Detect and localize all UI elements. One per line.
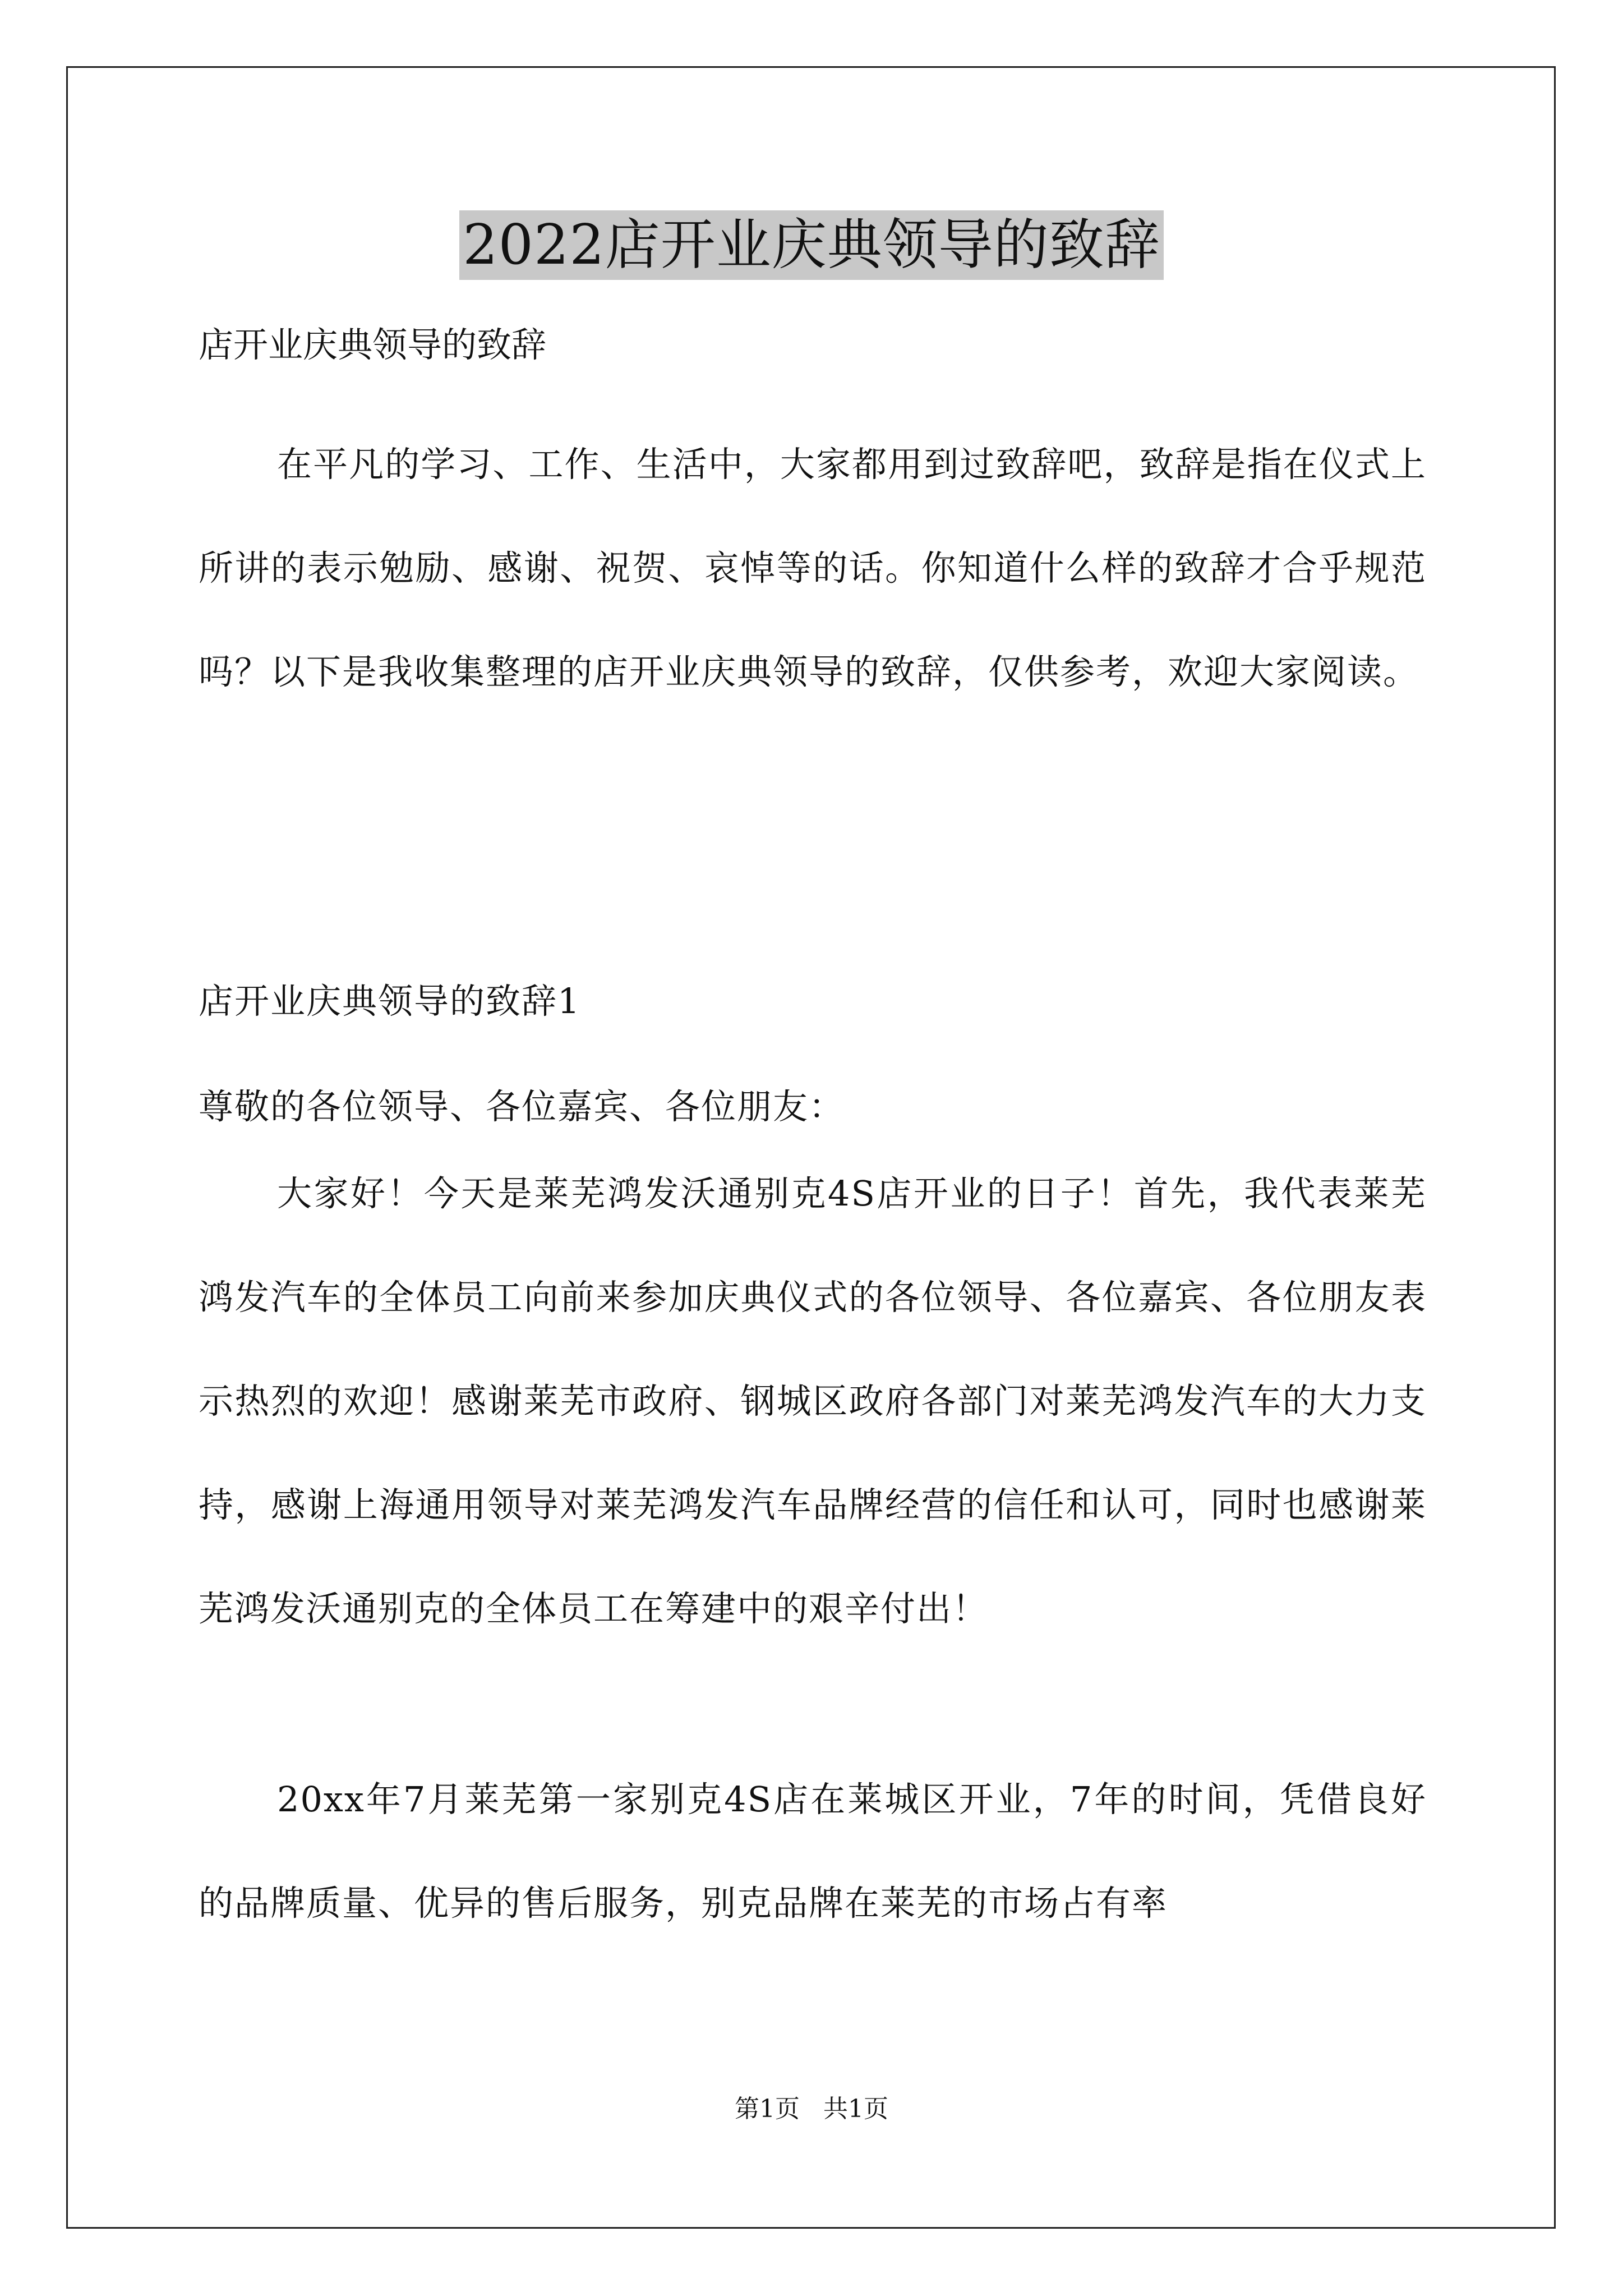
page-total: 共1页 — [823, 2095, 888, 2123]
document-title: 2022店开业庆典领导的致辞 — [459, 210, 1163, 280]
body-paragraph-2: 20xx年7月莱芜第一家别克4S店在莱城区开业，7年的时间，凭借良好的品牌质量、优异的售后服务，别克品牌在莱芜的市场占有率 — [199, 1779, 1427, 1924]
intro-paragraph: 在平凡的学习、工作、生活中，大家都用到过致辞吧，致辞是指在仪式上所讲的表示勉励、感谢、祝贺、哀悼等的话。你知道什么样的致辞才合乎规范吗？以下是我收集整理的店开业庆典领导的致辞，仅供参考，欢迎大家阅读。 — [199, 444, 1427, 692]
section-heading: 店开业庆典领导的致辞1 — [199, 981, 581, 1022]
body-paragraph-1: 大家好！今天是莱芜鸿发沃通别克4S店开业的日子！首先，我代表莱芜鸿发汽车的全体员工向前来参加庆典仪式的各位领导、各位嘉宾、各位朋友表示热烈的欢迎！感谢莱芜市政府、钢城区政府各部门对莱芜鸿发汽车的大力支持，感谢上海通用领导对莱芜鸿发汽车品牌经营的信任和认可，同时也感谢莱芜鸿发沃通别克的全体员工在筹建中的艰辛付出！ — [199, 1173, 1427, 1629]
salutation: 尊敬的各位领导、各位嘉宾、各位朋友： — [199, 1086, 845, 1127]
title-container — [0, 210, 1623, 280]
document-subtitle: 店开业庆典领导的致辞 — [199, 324, 547, 365]
page-footer — [0, 2092, 1623, 2126]
page-number: 第1页 — [735, 2095, 800, 2123]
